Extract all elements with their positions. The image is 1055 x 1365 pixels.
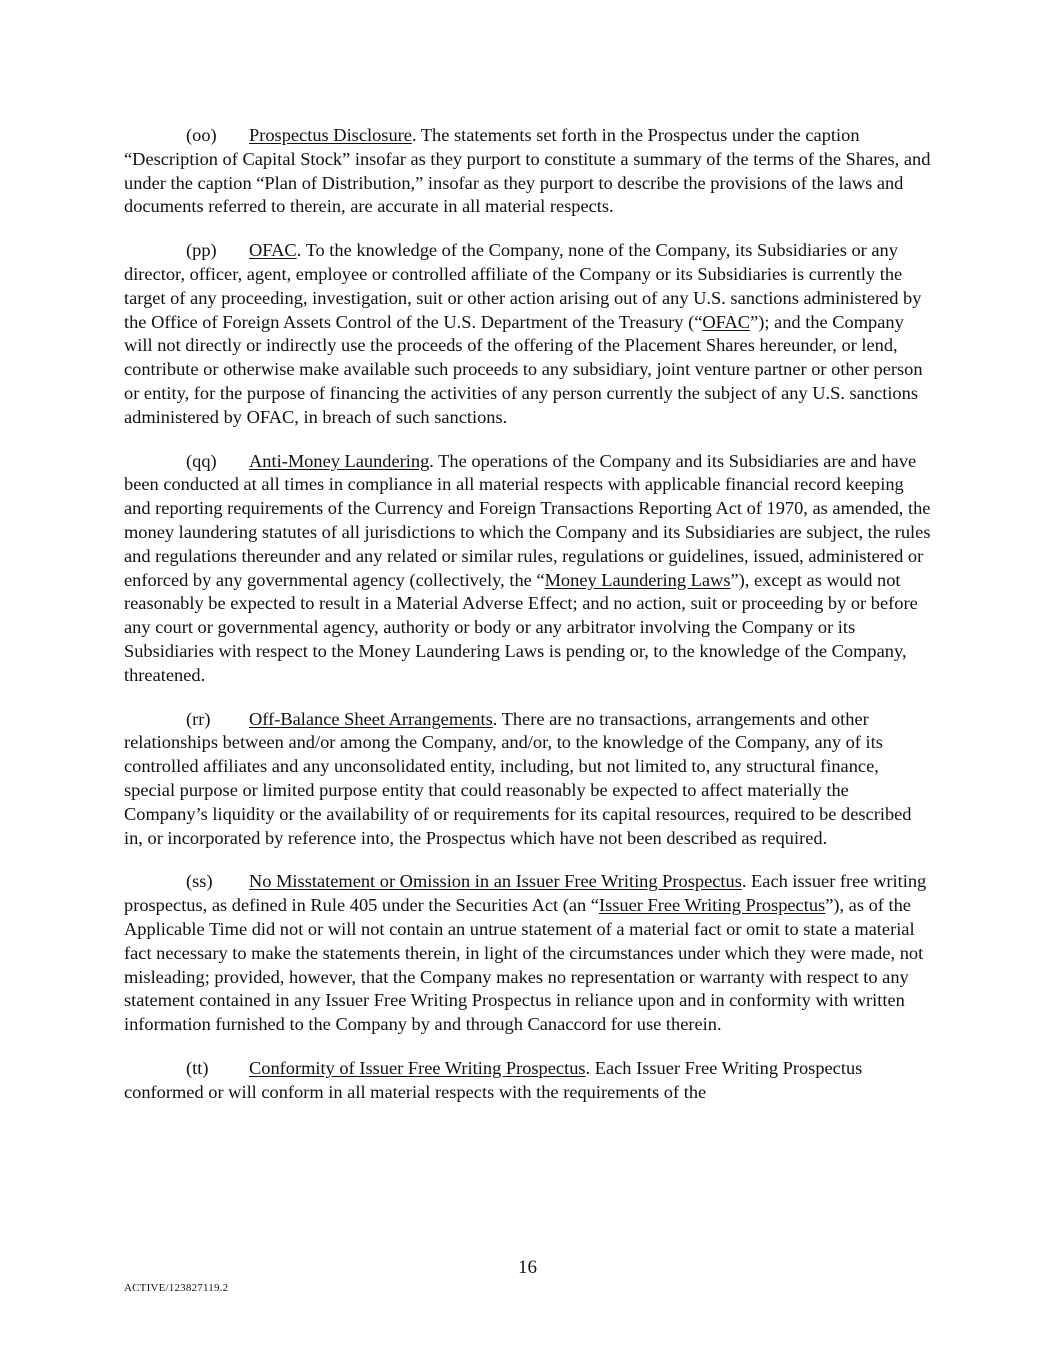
paragraph-rr [124,708,934,851]
paragraph-number: (oo) [186,125,217,145]
paragraph-text: . Each issuer free writing prospectus, as defined in Rule 405 under the Securities Act (an “ [124,871,927,916]
paragraph-heading: No Misstatement or Omission in an Issuer Free Writing Prospectus [249,871,742,892]
paragraph-number: (pp) [186,240,217,261]
paragraph-text: . The statements set forth in the Prospectus under the caption “Description of Capital Stock” insofar as they purport to constitute a summary of the terms of the Shares, and under the caption “Plan of Distribution,” insofar as they purport to describe the provisions of the laws and documents referred to therein, are accurate in all material respects. [124,125,931,217]
page-number: 16 [518,1257,537,1278]
paragraph-text: . Each Issuer Free Writing Prospectus conformed or will conform in all material respects with the requirements of the [124,1057,863,1102]
paragraph-number: (qq) [186,450,217,471]
document-body [124,124,934,1124]
paragraph-ss [124,870,934,1037]
paragraph-qq [124,450,934,688]
paragraph-heading: Prospectus Disclosure [249,125,412,145]
defined-term: OFAC [702,311,751,332]
paragraph-text: ”); and the Company will not directly or indirectly use the proceeds of the offering of the Placement Shares hereunder, or lend, contribute or otherwise make available such proceeds to any subsidiary, joint venture partner or other person or entity, for the purpose of financing the activities of any person currently the subject of any U.S. sanctions administered by OFAC, in breach of such sanctions. [124,311,923,427]
paragraph-number: (ss) [186,871,213,892]
paragraph-oo [124,124,934,219]
paragraph-text: . There are no transactions, arrangements and other relationships between and/or among the Company, and/or, to the knowledge of the Company, any of its controlled affiliates and any unconsolidated entity, including, but not limited to, any structural finance, special purpose or limited purpose entity that could reasonably be expected to affect materially the Company’s liquidity or the availability of or requirements for its capital resources, required to be described in, or incorporated by reference into, the Prospectus which have not been described as required. [124,708,912,848]
paragraph-tt [124,1057,934,1105]
paragraph-text: . The operations of the Company and its Subsidiaries are and have been conducted at all times in compliance in all material respects with applicable financial record keeping and reporting requirements of the Currency and Foreign Transactions Reporting Act of 1970, as amended, the money laundering statutes of all jurisdictions to which the Company and its Subsidiaries are subject, the rules and regulations thereunder and any related or similar rules, regulations or guidelines, issued, administered or enforced by any governmental agency (collectively, the “ [124,450,931,590]
defined-term: Money Laundering Laws [544,569,731,590]
paragraph-number: (tt) [186,1057,209,1078]
paragraph-heading: Off-Balance Sheet Arrangements [249,708,493,729]
document-id: ACTIVE/123827119.2 [124,1282,229,1294]
paragraph-text: ”), as of the Applicable Time did not or will not contain an untrue statement of a material fact or omit to state a material fact necessary to make the statements therein, in light of the circumstances under which they were made, not misleading; provided, however, that the Company makes no representation or warranty with respect to any statement contained in any Issuer Free Writing Prospectus in reliance upon and in conformity with written information furnished to the Company by and through Canaccord for use therein. [124,895,924,1035]
paragraph-pp [124,239,934,429]
paragraph-text: . To the knowledge of the Company, none of the Company, its Subsidiaries or any director, officer, agent, employee or controlled affiliate of the Company or its Subsidiaries is currently the target of any proceeding, investigation, suit or other action arising out of any U.S. sanctions administered by the Office of Foreign Assets Control of the U.S. Department of the Treasury (“ [124,240,922,332]
paragraph-text: ”), except as would not reasonably be expected to result in a Material Adverse Effect; and no action, suit or proceeding by or before any court or governmental agency, authority or body or any arbitrator involving the Company or its Subsidiaries with respect to the Money Laundering Laws is pending or, to the knowledge of the Company, threatened. [124,569,918,685]
defined-term: Issuer Free Writing Prospectus [598,895,826,916]
paragraph-heading: OFAC [249,240,297,261]
paragraph-number: (rr) [186,708,211,729]
paragraph-heading: Conformity of Issuer Free Writing Prospectus [249,1057,586,1078]
paragraph-heading: Anti-Money Laundering [249,450,430,471]
